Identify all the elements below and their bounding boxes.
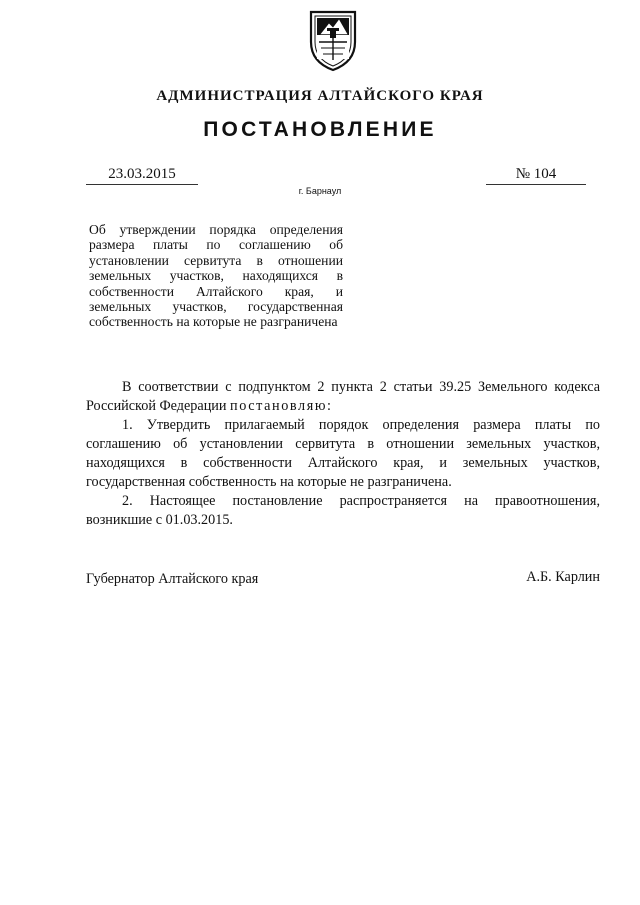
organization-title: АДМИНИСТРАЦИЯ АЛТАЙСКОГО КРАЯ xyxy=(156,88,484,104)
coat-of-arms-icon xyxy=(303,8,363,72)
document-date: 23.03.2015 xyxy=(86,166,198,185)
document-body xyxy=(86,378,600,530)
body-paragraph-item-2: 2. Настоящее постановление распространяется на правоотношения, возникшие с 01.03.2015. xyxy=(86,493,600,528)
preamble-text: В соответствии с подпунктом 2 пункта 2 статьи 39.25 Земельного кодекса Российской Федерации xyxy=(86,379,600,414)
preamble-colon: : xyxy=(327,398,331,414)
preamble-decree-word: постановляю xyxy=(230,398,328,414)
signatory-title: Губернатор Алтайского края xyxy=(86,571,259,587)
document-city: г. Барнаул xyxy=(298,186,342,196)
document-number: № 104 xyxy=(486,166,586,185)
signatory-name: А.Б. Карлин xyxy=(526,569,600,585)
document-subject: Об утверждении порядка определения размера платы по соглашению об установлении сервитута в отношении земельных участков, находящихся в собственности Алтайского края, и земельных участков, государственная собственность на которые не разграничена xyxy=(89,222,343,330)
body-paragraph-preamble xyxy=(86,378,600,416)
body-paragraph-item-1: 1. Утвердить прилагаемый порядок определения размера платы по соглашению об установлении сервитута в отношении земельных участков, находящихся в собственности Алтайского края, и земельных участков, государственная собственность на которые не разграничена. xyxy=(86,417,600,490)
document-type-title: ПОСТАНОВЛЕНИЕ xyxy=(203,118,437,141)
